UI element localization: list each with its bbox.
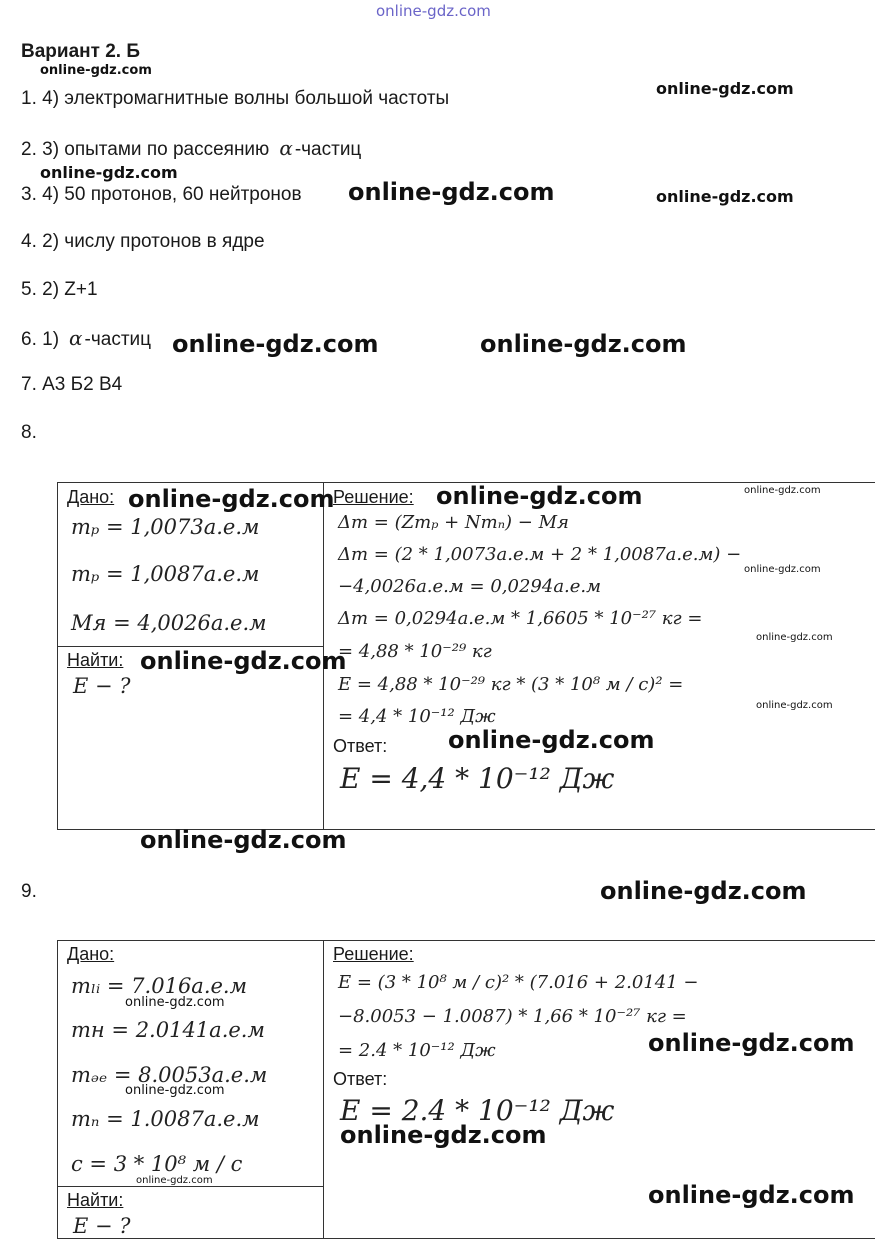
watermark: online-gdz.com	[480, 330, 687, 358]
watermark: online-gdz.com	[744, 564, 821, 575]
given-value: mₔₑ = 8.0053а.е.м	[71, 1063, 268, 1087]
watermark: online-gdz.com	[40, 163, 178, 182]
page-title: Вариант 2. Б	[21, 41, 140, 62]
watermark: online-gdz.com	[348, 178, 555, 206]
watermark: online-gdz.com	[140, 647, 347, 675]
watermark: online-gdz.com	[648, 1181, 855, 1209]
watermark: online-gdz.com	[600, 877, 807, 905]
solution-line: Δm = 0,0294а.е.м * 1,6605 * 10⁻²⁷ кг =	[338, 608, 703, 629]
answer-6-suffix: -частиц	[84, 329, 152, 350]
solution-line: −8.0053 − 1.0087) * 1,66 * 10⁻²⁷ кг =	[338, 1006, 687, 1027]
solution-line: Δm = (Zmₚ + Nmₙ) − Mя	[338, 512, 569, 533]
given-value: mₙ = 1.0087а.е.м	[71, 1107, 260, 1131]
given-value: c = 3 * 10⁸ м / с	[71, 1152, 243, 1176]
solution-line: E = 4,88 * 10⁻²⁹ кг * (3 * 10⁸ м / с)² =	[338, 674, 684, 695]
given-label: Дано:	[67, 487, 115, 507]
watermark-top: online-gdz.com	[376, 2, 491, 20]
solution-line: = 4,4 * 10⁻¹² Дж	[338, 706, 496, 727]
find-value: E − ?	[73, 1214, 131, 1238]
watermark: online-gdz.com	[656, 187, 794, 206]
answer-label: Ответ:	[333, 1069, 388, 1089]
watermark: online-gdz.com	[136, 1175, 213, 1186]
watermark: online-gdz.com	[656, 79, 794, 98]
solution-line: −4,0026а.е.м = 0,0294а.е.м	[338, 576, 602, 597]
watermark: online-gdz.com	[172, 330, 379, 358]
watermark: online-gdz.com	[648, 1029, 855, 1057]
solution-label: Решение:	[333, 487, 414, 507]
watermark: online-gdz.com	[436, 482, 643, 510]
watermark: online-gdz.com	[756, 700, 833, 711]
solution-line: E = (3 * 10⁸ м / с)² * (7.016 + 2.0141 −	[338, 972, 699, 993]
answer-6	[21, 326, 151, 351]
task-8-number: 8.	[21, 422, 37, 443]
find-label: Найти:	[67, 650, 124, 670]
answer-6-text: 6. 1)	[21, 329, 60, 350]
answer-3: 3. 4) 50 протонов, 60 нейтронов	[21, 184, 302, 205]
given-value: mн = 2.0141а.е.м	[71, 1018, 265, 1042]
task-9-number: 9.	[21, 881, 37, 902]
watermark: online-gdz.com	[128, 485, 335, 513]
watermark: online-gdz.com	[140, 826, 347, 854]
answer-4: 4. 2) числу протонов в ядре	[21, 231, 265, 252]
watermark: online-gdz.com	[125, 1083, 225, 1098]
final-answer: E = 4,4 * 10⁻¹² Дж	[340, 762, 615, 795]
watermark: online-gdz.com	[756, 632, 833, 643]
watermark: online-gdz.com	[40, 63, 152, 78]
solution-line: = 2.4 * 10⁻¹² Дж	[338, 1040, 496, 1061]
watermark: online-gdz.com	[744, 485, 821, 496]
given-value: Mя = 4,0026а.е.м	[71, 611, 267, 635]
given-label: Дано:	[67, 944, 115, 964]
watermark: online-gdz.com	[340, 1121, 547, 1149]
solution-label: Решение:	[333, 944, 414, 964]
watermark: online-gdz.com	[448, 726, 655, 754]
answer-2	[21, 136, 361, 161]
solution-line: = 4,88 * 10⁻²⁹ кг	[338, 641, 492, 662]
given-value: mₚ = 1,0073а.е.м	[71, 515, 260, 539]
find-label: Найти:	[67, 1190, 124, 1210]
answer-7: 7. А3 Б2 В4	[21, 374, 123, 395]
answer-1: 1. 4) электромагнитные волны большой частоты	[21, 88, 450, 109]
answer-2-suffix: -частиц	[294, 139, 362, 160]
alpha-symbol: α	[279, 136, 293, 160]
answer-5: 5. 2) Z+1	[21, 279, 98, 300]
final-answer: E = 2.4 * 10⁻¹² Дж	[340, 1094, 615, 1127]
answer-2-text: 2. 3) опытами по рассеянию	[21, 139, 270, 160]
given-value: mₚ = 1,0087а.е.м	[71, 562, 260, 586]
given-value: mₗᵢ = 7.016а.е.м	[71, 974, 248, 998]
find-value: E − ?	[73, 674, 131, 698]
solution-line: Δm = (2 * 1,0073а.е.м + 2 * 1,0087а.е.м) −	[338, 544, 742, 565]
answer-label: Ответ:	[333, 736, 388, 756]
alpha-symbol: α	[69, 326, 83, 350]
watermark: online-gdz.com	[125, 995, 225, 1010]
